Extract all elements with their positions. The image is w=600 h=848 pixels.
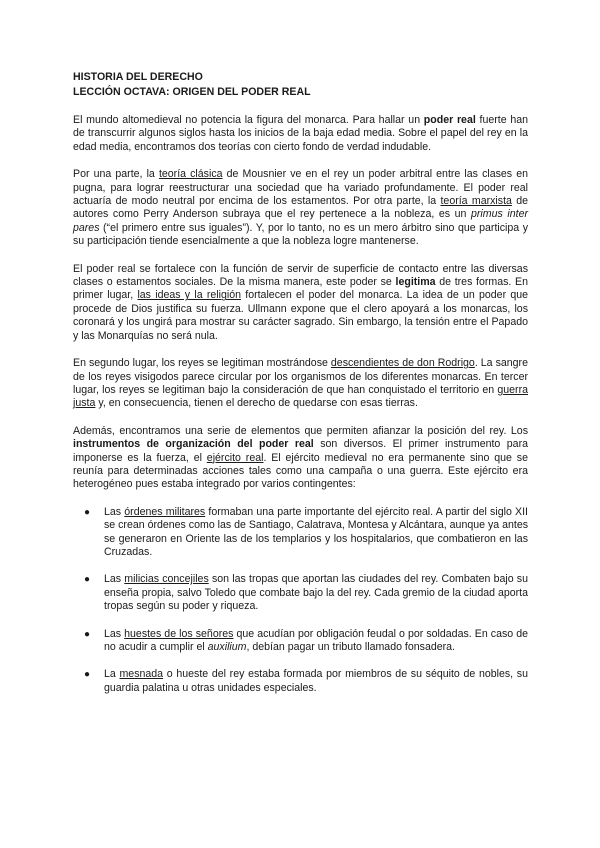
course-title: HISTORIA DEL DERECHO bbox=[73, 71, 203, 83]
list-item: ● Las órdenes militares formaban una parte importante del ejército real. A partir del siglo XII se crean órdenes como las de Santiago, Calatrava, Montesa y Alcántara, aunque ya antes se generaron en Oriente las de los templarios y los hospitalarios, que combatieron en las Cruzadas. bbox=[84, 505, 529, 558]
list-item: ● La mesnada o hueste del rey estaba formada por miembros de su séquito de nobles, su guardia palatina u otras unidades especiales. bbox=[84, 668, 528, 694]
term-guerra-justa: guerra justa bbox=[73, 383, 528, 410]
term-poder-real: poder real bbox=[423, 114, 476, 126]
term-auxilium: auxilium bbox=[207, 641, 247, 653]
term-teoria-marxista: teoría marxista bbox=[440, 195, 512, 208]
term-instrumentos: instrumentos de organización del poder real bbox=[73, 438, 314, 451]
bullet-icon: ● bbox=[84, 628, 91, 640]
list-item: ● Las milicias concejiles son las tropas que aportan las ciudades del rey. Combaten bajo su enseña propia, salvo Toledo que combate bajo la del rey. Cada gremio de la ciudad aporta tropas según su poder y riqueza. bbox=[84, 573, 528, 613]
bullet-icon: ● bbox=[84, 506, 91, 518]
lesson-title: LECCIÓN OCTAVA: ORIGEN DEL PODER REAL bbox=[73, 85, 311, 98]
term-ordenes-militares: órdenes militares bbox=[124, 505, 206, 518]
term-teoria-clasica: teoría clásica bbox=[158, 168, 223, 181]
paragraph-legitimacy: El poder real se fortalece con la función de servir de superficie de contacto entre las diversas clases o estamentos sociales. De la misma manera, este poder se legitima de tres formas. En primer lugar, las ideas y la religión fortalecen el poder del monarca. La idea de un poder que procede de Dios justifica su fuerza. Ullmann expone que el clero apoyará a los monarcas, los coronará y los ungirá para mostrar su carácter sagrado. Sin embargo, la tensión entre el Papado y las Monarquías no será nula. bbox=[73, 262, 529, 342]
term-ejercito-real: ejército real bbox=[206, 451, 264, 464]
term-primus-inter-pares: primus inter pares bbox=[73, 208, 528, 234]
paragraph-theories: Por una parte, la teoría clásica de Mousnier ve en el rey un poder arbitral entre las clases en pugna, para lograr reestructurar una sociedad que ha variado profundamente. El poder real actuaría de modo neutral por encima de los estamentos. Por otra parte, la teoría marxista de autores como Perry Anderson subraya que el rey pertenece a la nobleza, es un primus inter pares (“el primero entre sus iguales”). Y, por lo tanto, no es un mero árbitro sino que participa y su participación tiende esencialmente a que la nobleza logre mantenerse. bbox=[73, 168, 528, 248]
document-page bbox=[73, 70, 528, 695]
term-milicias-concejiles: milicias concejiles bbox=[124, 573, 209, 586]
bullet-icon: ● bbox=[84, 669, 91, 681]
paragraph-descent: En segundo lugar, los reyes se legitiman mostrándose descendientes de don Rodrigo. La sangre de los reyes visigodos parece circular por los organismos de los diferentes monarcas. En tercer lugar, los reyes se legitiman bajo la consideración de que han conquistado el territorio en guerra justa y, en consecuencia, tienen el derecho de quedarse con esas tierras. bbox=[73, 357, 528, 410]
term-mesnada: mesnada bbox=[119, 668, 164, 681]
term-legitima: legitima bbox=[395, 276, 436, 289]
document-heading bbox=[73, 70, 528, 99]
term-ideas-religion: las ideas y la religión bbox=[137, 289, 241, 302]
term-huestes-senores: huestes de los señores bbox=[124, 627, 234, 640]
paragraph-instruments: Además, encontramos una serie de elementos que permiten afianzar la posición del rey. Los instrumentos de organización del poder real son diversos. El primer instrumento para imponerse es la fuerza, el ejército real. El ejército medieval no era permanente sino que se reunía para determinadas acciones tales como una campaña o una guerra. Este ejército era heterogéneo pues estaba integrado por varios contingentes: bbox=[73, 424, 528, 491]
bullet-icon: ● bbox=[84, 574, 91, 586]
contingents-list bbox=[73, 506, 528, 695]
term-don-rodrigo: descendientes de don Rodrigo bbox=[330, 357, 475, 370]
paragraph-intro: El mundo altomedieval no potencia la figura del monarca. Para hallar un poder real fuerte han de transcurrir algunos siglos hasta los inicios de la baja edad media. Sobre el papel del rey en la edad media, encontramos dos teorías con cierto fondo de verdad indudable. bbox=[73, 114, 528, 153]
list-item: ● Las huestes de los señores que acudían por obligación feudal o por soldadas. En caso de no acudir a cumplir el auxilium, debían pagar un tributo llamado fonsadera. bbox=[84, 627, 528, 653]
